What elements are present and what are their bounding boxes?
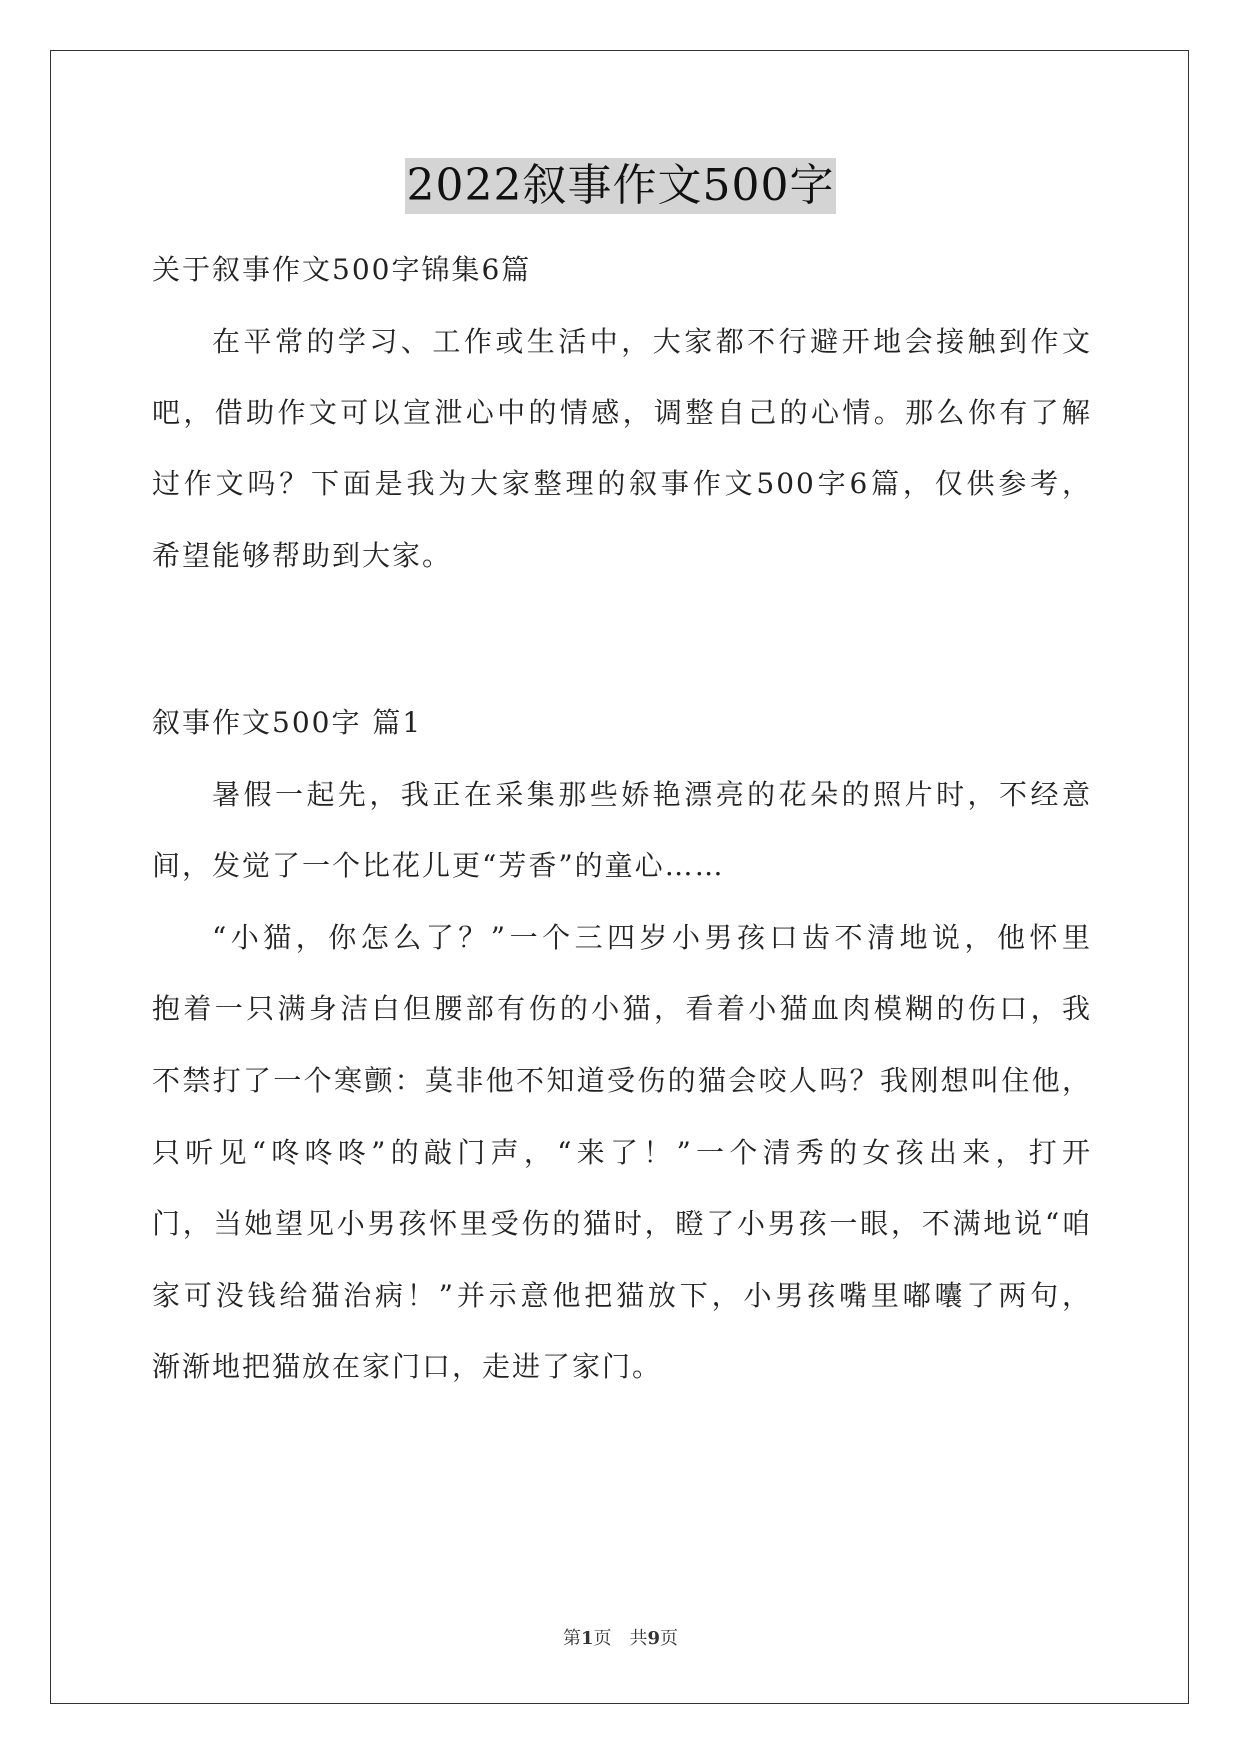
footer-mid: 页 共: [593, 1628, 648, 1649]
intro-line-1: 在平常的学习、工作或生活中，大家都不行避开地会接触到作文: [212, 325, 1092, 358]
page-footer: [0, 1624, 1241, 1650]
footer-page-current: 1: [580, 1628, 594, 1649]
document-title: 2022叙事作文500字: [405, 158, 837, 214]
footer-page-total: 9: [647, 1628, 661, 1649]
footer-prefix: 第: [562, 1628, 581, 1649]
para2-line-5: 门，当她望见小男孩怀里受伤的猫时，瞪了小男孩一眼，不满地说“咱: [152, 1207, 1092, 1240]
section-heading: 叙事作文500字 篇1: [152, 706, 423, 739]
para2-line-7: 渐渐地把猫放在家门口，走进了家门。: [152, 1350, 663, 1383]
para2-line-2: 抱着一只满身洁白但腰部有伤的小猫，看着小猫血肉模糊的伤口，我: [152, 992, 1092, 1025]
para2-line-6: 家可没钱给猫治病！”并示意他把猫放下，小男孩嘴里嘟囔了两句，: [152, 1279, 1092, 1312]
intro-line-3: 过作文吗？下面是我为大家整理的叙事作文500字6篇，仅供参考，: [152, 467, 1092, 500]
para2-line-3: 不禁打了一个寒颤：莫非他不知道受伤的猫会咬人吗？我刚想叫住他，: [152, 1064, 1092, 1097]
para1-line-1: 暑假一起先，我正在采集那些娇艳漂亮的花朵的照片时，不经意: [212, 778, 1092, 811]
intro-line-2: 吧，借助作文可以宣泄心中的情感，调整自己的心情。那么你有了解: [152, 396, 1092, 429]
subtitle-line: 关于叙事作文500字锦集6篇: [152, 253, 532, 286]
footer-suffix: 页: [660, 1628, 679, 1649]
para2-line-1: “小猫，你怎么了？”一个三四岁小男孩口齿不清地说，他怀里: [212, 921, 1092, 954]
title-container: [0, 158, 1241, 214]
para2-line-4: 只听见“咚咚咚”的敲门声，“来了！”一个清秀的女孩出来，打开: [152, 1136, 1092, 1169]
intro-line-4: 希望能够帮助到大家。: [152, 539, 453, 572]
para1-line-2: 间，发觉了一个比花儿更“芳香”的童心……: [152, 849, 725, 882]
